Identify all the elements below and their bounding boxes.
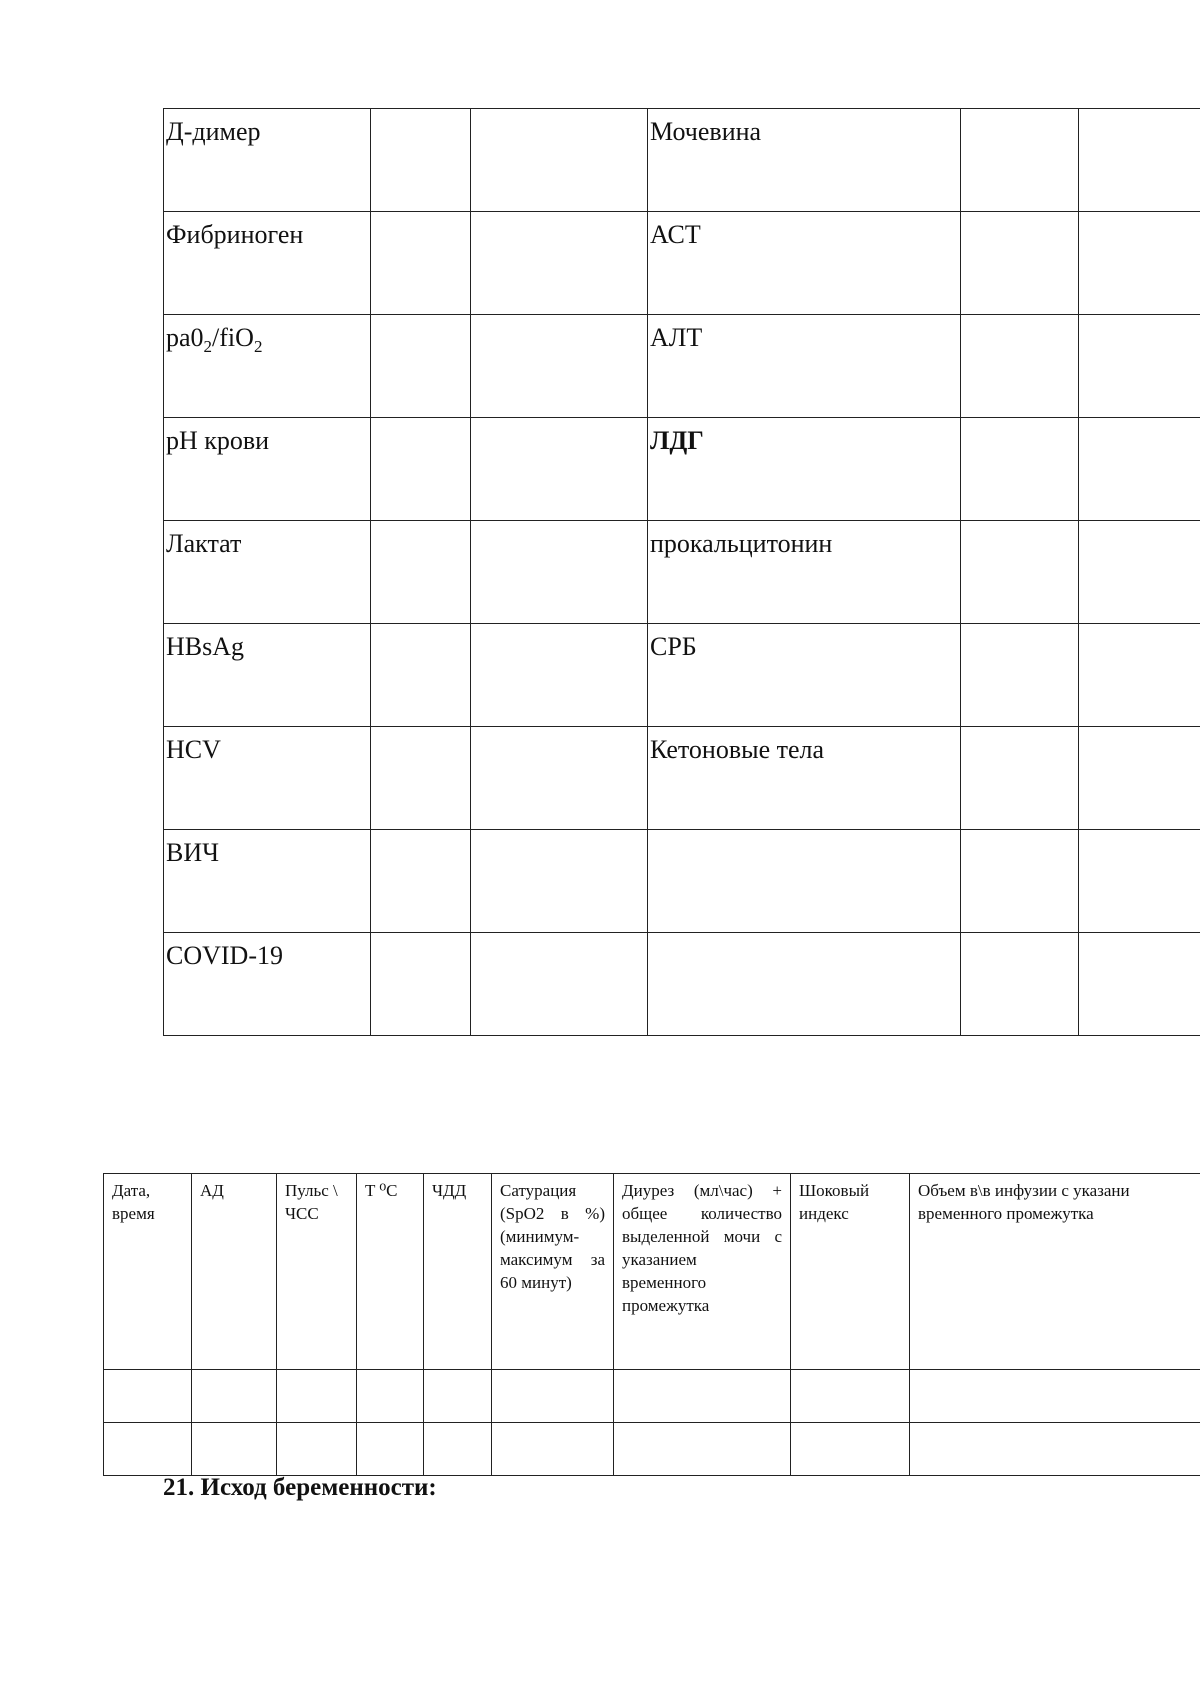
lab-value-cell[interactable] bbox=[471, 624, 648, 727]
lab-value-cell[interactable] bbox=[371, 212, 471, 315]
lab-value-cell[interactable] bbox=[471, 727, 648, 830]
vitals-cell[interactable] bbox=[424, 1370, 492, 1423]
lab-value-cell[interactable] bbox=[371, 830, 471, 933]
lab-value-cell[interactable] bbox=[1079, 212, 1200, 315]
vitals-cell[interactable] bbox=[424, 1423, 492, 1476]
lab-value-cell[interactable] bbox=[371, 418, 471, 521]
column-header-temperature: T ⁰C bbox=[357, 1174, 424, 1370]
lab-test-name: прокальцитонин bbox=[648, 521, 961, 624]
subscript: 2 bbox=[203, 337, 213, 357]
column-header-date: Дата, время bbox=[104, 1174, 192, 1370]
vitals-cell[interactable] bbox=[192, 1370, 277, 1423]
lab-value-cell[interactable] bbox=[371, 624, 471, 727]
table-header-row bbox=[104, 1174, 1200, 1370]
lab-test-name: АСТ bbox=[648, 212, 961, 315]
lab-value-cell[interactable] bbox=[1079, 521, 1200, 624]
lab-value-cell[interactable] bbox=[371, 933, 471, 1036]
lab-test-name: HCV bbox=[164, 727, 371, 830]
lab-value-cell[interactable] bbox=[961, 212, 1079, 315]
table-row bbox=[164, 521, 1200, 624]
vitals-cell[interactable] bbox=[104, 1370, 192, 1423]
lab-test-name[interactable] bbox=[648, 933, 961, 1036]
vitals-cell[interactable] bbox=[492, 1423, 614, 1476]
column-header-saturation: Сатурация (SpO2 в %) (минимум-максимум за 60 минут) bbox=[492, 1174, 614, 1370]
vitals-cell[interactable] bbox=[791, 1423, 910, 1476]
lab-test-name-part: /fiO bbox=[212, 323, 254, 352]
lab-value-cell[interactable] bbox=[471, 521, 648, 624]
column-header-infusion-line: временного промежутка bbox=[918, 1203, 1094, 1223]
lab-test-name: Д-димер bbox=[164, 109, 371, 212]
lab-test-name: СРБ bbox=[648, 624, 961, 727]
vitals-cell[interactable] bbox=[791, 1370, 910, 1423]
lab-test-name: ЛДГ bbox=[648, 418, 961, 521]
section-heading-pregnancy-outcome: 21. Исход беременности: bbox=[163, 1474, 437, 1501]
table-row bbox=[164, 830, 1200, 933]
lab-value-cell[interactable] bbox=[961, 418, 1079, 521]
lab-value-cell[interactable] bbox=[961, 933, 1079, 1036]
lab-value-cell[interactable] bbox=[371, 109, 471, 212]
table-row bbox=[164, 933, 1200, 1036]
lab-test-name: АЛТ bbox=[648, 315, 961, 418]
lab-value-cell[interactable] bbox=[1079, 315, 1200, 418]
lab-value-cell[interactable] bbox=[1079, 830, 1200, 933]
table-row bbox=[164, 418, 1200, 521]
column-header-respiratory-rate: ЧДД bbox=[424, 1174, 492, 1370]
column-header-shock-index: Шоковый индекс bbox=[791, 1174, 910, 1370]
lab-value-cell[interactable] bbox=[471, 830, 648, 933]
lab-results-table bbox=[163, 108, 1200, 1036]
lab-value-cell[interactable] bbox=[471, 315, 648, 418]
vitals-cell[interactable] bbox=[614, 1423, 791, 1476]
vitals-cell[interactable] bbox=[357, 1423, 424, 1476]
lab-value-cell[interactable] bbox=[961, 727, 1079, 830]
table-row bbox=[164, 727, 1200, 830]
table-row bbox=[104, 1370, 1200, 1423]
lab-value-cell[interactable] bbox=[961, 109, 1079, 212]
vitals-cell[interactable] bbox=[277, 1370, 357, 1423]
lab-value-cell[interactable] bbox=[371, 315, 471, 418]
lab-value-cell[interactable] bbox=[961, 624, 1079, 727]
lab-test-name: pH крови bbox=[164, 418, 371, 521]
column-header-diuresis: Диурез (мл\час) + общее количество выделенной мочи с указанием временного промежутка bbox=[614, 1174, 791, 1370]
lab-value-cell[interactable] bbox=[471, 933, 648, 1036]
lab-test-name-part: pa0 bbox=[166, 323, 204, 352]
column-header-bp: АД bbox=[192, 1174, 277, 1370]
column-header-infusion-line: Объем в\в инфузии с указани bbox=[918, 1181, 1130, 1200]
table-row bbox=[164, 315, 1200, 418]
lab-value-cell[interactable] bbox=[1079, 727, 1200, 830]
lab-test-name: Кетоновые тела bbox=[648, 727, 961, 830]
subscript: 2 bbox=[253, 337, 263, 357]
lab-test-name: Мочевина bbox=[648, 109, 961, 212]
lab-test-name: Фибриноген bbox=[164, 212, 371, 315]
vitals-monitoring-table bbox=[103, 1173, 1200, 1476]
lab-value-cell[interactable] bbox=[471, 109, 648, 212]
lab-test-name: Лактат bbox=[164, 521, 371, 624]
lab-value-cell[interactable] bbox=[1079, 418, 1200, 521]
lab-value-cell[interactable] bbox=[1079, 624, 1200, 727]
column-header-infusion bbox=[910, 1174, 1200, 1370]
lab-value-cell[interactable] bbox=[371, 521, 471, 624]
vitals-cell[interactable] bbox=[277, 1423, 357, 1476]
vitals-cell[interactable] bbox=[192, 1423, 277, 1476]
lab-value-cell[interactable] bbox=[1079, 933, 1200, 1036]
lab-value-cell[interactable] bbox=[961, 521, 1079, 624]
column-header-pulse: Пульс \ ЧСС bbox=[277, 1174, 357, 1370]
vitals-cell[interactable] bbox=[492, 1370, 614, 1423]
table-row bbox=[164, 624, 1200, 727]
lab-value-cell[interactable] bbox=[961, 315, 1079, 418]
table-row bbox=[164, 212, 1200, 315]
table-row bbox=[104, 1423, 1200, 1476]
lab-value-cell[interactable] bbox=[1079, 109, 1200, 212]
vitals-cell[interactable] bbox=[910, 1370, 1200, 1423]
lab-value-cell[interactable] bbox=[471, 212, 648, 315]
vitals-cell[interactable] bbox=[910, 1423, 1200, 1476]
lab-value-cell[interactable] bbox=[371, 727, 471, 830]
lab-test-name: HBsAg bbox=[164, 624, 371, 727]
table-row bbox=[164, 109, 1200, 212]
lab-value-cell[interactable] bbox=[961, 830, 1079, 933]
lab-value-cell[interactable] bbox=[471, 418, 648, 521]
lab-test-name bbox=[164, 315, 371, 418]
vitals-cell[interactable] bbox=[104, 1423, 192, 1476]
lab-test-name: ВИЧ bbox=[164, 830, 371, 933]
vitals-cell[interactable] bbox=[357, 1370, 424, 1423]
lab-test-name[interactable] bbox=[648, 830, 961, 933]
lab-test-name: COVID-19 bbox=[164, 933, 371, 1036]
vitals-cell[interactable] bbox=[614, 1370, 791, 1423]
